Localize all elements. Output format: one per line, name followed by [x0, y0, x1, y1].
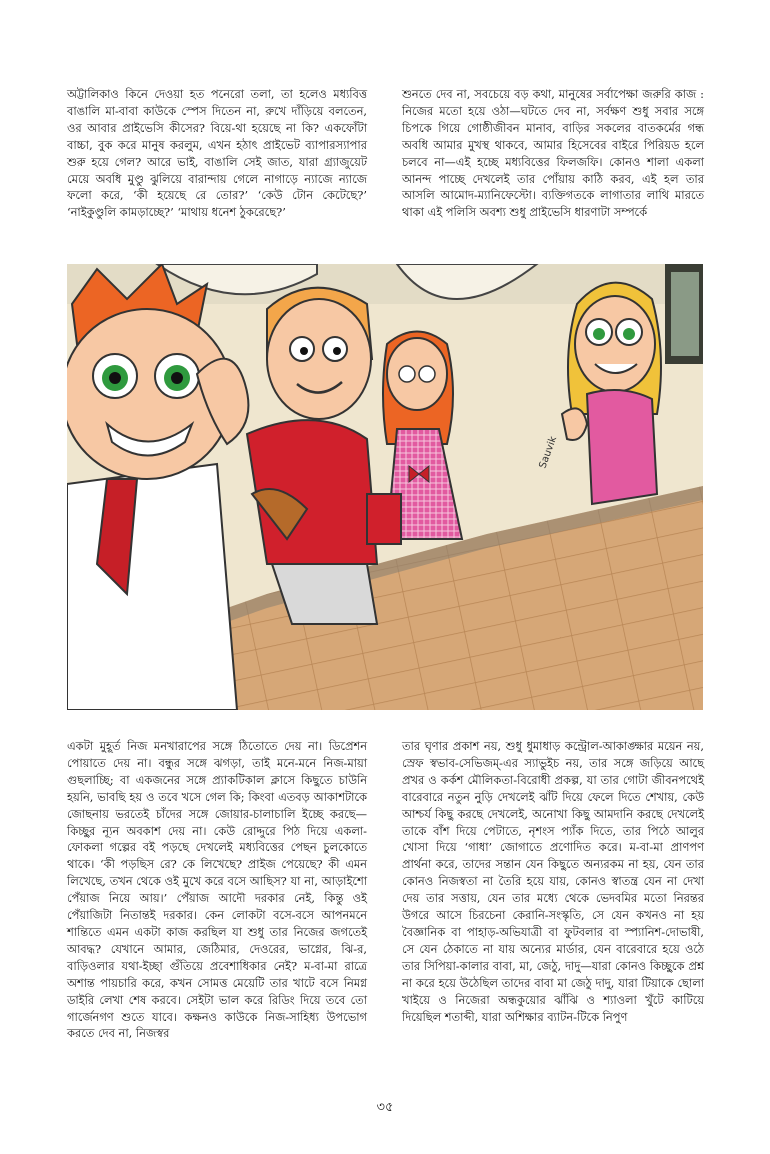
paragraph: একটা মুহূর্ত নিজ মনখারাপের সঙ্গে ঠিতোতে দেয় না। ডিপ্রেশন পোয়াতে দেয় না। বন্ধুর সঙ্গে ঝগড়া, তাই মনে-মনে নিজ-মায়া গুছলাচ্ছি; বা একজনের সঙ্গে প্র্যাকটিকাল ক্লাসে কিছুতে চাউনি হয়নি, ভাবছি হয় ও তবে খসে গেল কি; কিংবা এতবড় আকাশটাকে জোছনায় ভরতেই চাঁদের সঙ্গে জোয়ার-চালাচালি ইচ্ছে করছে—কিচ্ছুর ন্যূন অবকাশ দেয় না। কেউ রোদ্দুরে পিঠ দিয়ে একলা-ফোকলা গল্পের বই পড়ছে দেখলেই মধ্যবিত্তের পেছন চুলকোতে থাকে। ‘কী পড়ছিস রে? কে লিখেছে? প্রাইজ পেয়েছে? কী এমন লিখেছে, তখন থেকে ওই মুখে করে বসে আছিস? যা না, আড়াইশো পেঁয়াজ নিয়ে আয়।’ পেঁয়াজ আদৌ দরকার নেই, কিন্তু ওই পেঁয়াজিটা নিতান্তই দরকার। কেন লোকটা বসে-বসে আপনমনে শান্তিতে এমন একটা কাজ করছিল যা শুধু তার নিজের জগতেই আবদ্ধ? যেখানে আমার, জেঠিমার, দেওরের, ভাগ্নের, ঝি-র, বাড়িওলার যথা-ইচ্ছা গুঁতিয়ে প্রবেশাধিকার নেই? ম-বা-মা রাত্রে অশান্ত পায়চারি করে, কখন সোমত্ত মেয়েটি তার খাটে বসে নিমগ্ন ডাইরি লেখা শেষ করবে। সেইটা ভাল করে রিডিং দিয়ে তবে তো গার্জেনগণ শুতে যাবে। কক্ষনও কাউকে নিজ-সাহিধ্য উপভোগ করতে দেব না, নিজস্বর	[67, 739, 367, 1041]
text-column-top-right	[402, 86, 704, 221]
graffiti-photo	[67, 264, 703, 710]
paragraph: অট্টালিকাও কিনে দেওয়া হত পনেরো তলা, তা হলেও মধ্যবিত্ত বাঙালি মা-বাবা কাউকে স্পেস দিতেন না, রুখে দাঁড়িয়ে বলতেন, ওর আবার প্রাইভেসি কীসের? বিয়ে-থা হয়েছে না কি? একফোঁটা বাচ্চা, বুক করে মানুষ করলুম, এখন হঠাৎ প্রাইভেট ব্যাপারস্যাপার শুরু হয়ে গেল? আরে ভাই, বাঙালি সেই জাত, যারা গ্র্যাজুয়েট মেয়ে অবধি মুণ্ডু ঝুলিয়ে বারান্দায় গেলে নাগাড়ে ন্যাজে ন্যাজে ফলো করে, ‘কী হয়েছে রে তোর?’ ‘কেউ টোন কেটেছে?’ ‘নাইকুণ্ডুলি কামড়াচ্ছে?’ ‘মাথায় ধনেশ ঠুকরেছে?’	[67, 87, 367, 220]
paragraph: তার ঘৃণার প্রকাশ নয়, শুধু ধুমাধাড় কন্ট্রোল-আকাঙ্ক্ষার ময়েন নয়, স্রেফ স্বভাব-সেভিজম্-এর স্যাভুইচ নয়, তার সঙ্গে জড়িয়ে আছে প্রখর ও কর্কশ মৌলিকতা-বিরোধী প্রকল্প, যা তার গোটা জীবনপথেই বারেবারে নতুন নুড়ি দেখলেই ঝাঁট দিয়ে ফেলে দিতে শেখায়, কেউ আশ্চর্য কিছু করছে দেখলেই, অনোখা কিছু আমদানি করছে দেখলেই তাকে বাঁশ দিয়ে পেটাতে, নৃশংস প্যাঁক দিতে, তার পিঠে আলুর খোসা দিয়ে ‘গাধা’ জোগাতে প্রণোদিত করে। ম-বা-মা প্রাণপণ প্রার্থনা করে, তাদের সন্তান যেন কিছুতে অন্যরকম না হয়, যেন তার কোনও নিজস্বতা না তৈরি হয়ে যায়, কোনও স্বাতন্ত্র যেন না দেখা দেয় তার সত্তায়, যেন তার মধ্যে থেকে ভেদবমির মতো নিরন্তর উগরে আসে চিরচেনা কেরানি-সংস্কৃতি, সে যেন কখনও না হয় বৈজ্ঞানিক বা পাহাড়-অভিযাত্রী বা ফুটবলার বা স্প্যানিশ-দোভাষী, সে যেন ঠেকাতে না যায় অন্যের মার্ডার, যেন বারেবারে হয়ে ওঠে তার সিপিয়া-কালার বাবা, মা, জেঠু, দাদু—যারা কোনও কিচ্ছুকে প্রশ্ন না করে হয়ে উঠেছিল তাদের বাবা মা জেঠু দাদু, যারা টিয়াকে ছোলা খাইয়ে ও নিজেরা অন্ধকুয়োর ঝাঁঝি ও শ্যাওলা খুঁটে কাটিয়ে দিয়েছিল শতাব্দী, যারা অশিক্ষার ব্যাটন-টিকে নিপুণ	[402, 739, 704, 1024]
graffiti-illustration	[67, 264, 703, 710]
red-bag	[367, 494, 401, 544]
page-number: ৩৫	[376, 1100, 394, 1115]
artist-signature: Sauvik	[537, 434, 560, 471]
text-column-top-left	[67, 86, 367, 221]
paragraph: শুনতে দেব না, সবচেয়ে বড় কথা, মানুষের সর্বাপেক্ষা জরুরি কাজ : নিজের মতো হয়ে ওঠা—ঘটতে দেব না, সর্বক্ষণ শুধু সবার সঙ্গে চিপকে গিয়ে গোষ্ঠীজীবন মানাব, বাড়ির সকলের বাতকর্মের গন্ধ অবধি আমার মুখস্থ থাকবে, আমার হিসেবের বাইরে পিরিয়ড হলে চলবে না—এই হচ্ছে মধ্যবিত্তের ফিলজফি। কোনও শালা একলা আনন্দ পাচ্ছে দেখলেই তার পোঁয়ায় কাঠি করব, এই হল তার আসলি আমোদ-ম্যানিফেস্টো। ব্যক্তিগতকে লাগাতার লাথি মারতে থাকা এই পলিসি অবশ্য শুধু প্রাইভেসি ধারণাটা সম্পর্কে	[402, 87, 704, 220]
text-column-bottom-left	[67, 738, 367, 1042]
text-column-bottom-right	[402, 738, 704, 1025]
